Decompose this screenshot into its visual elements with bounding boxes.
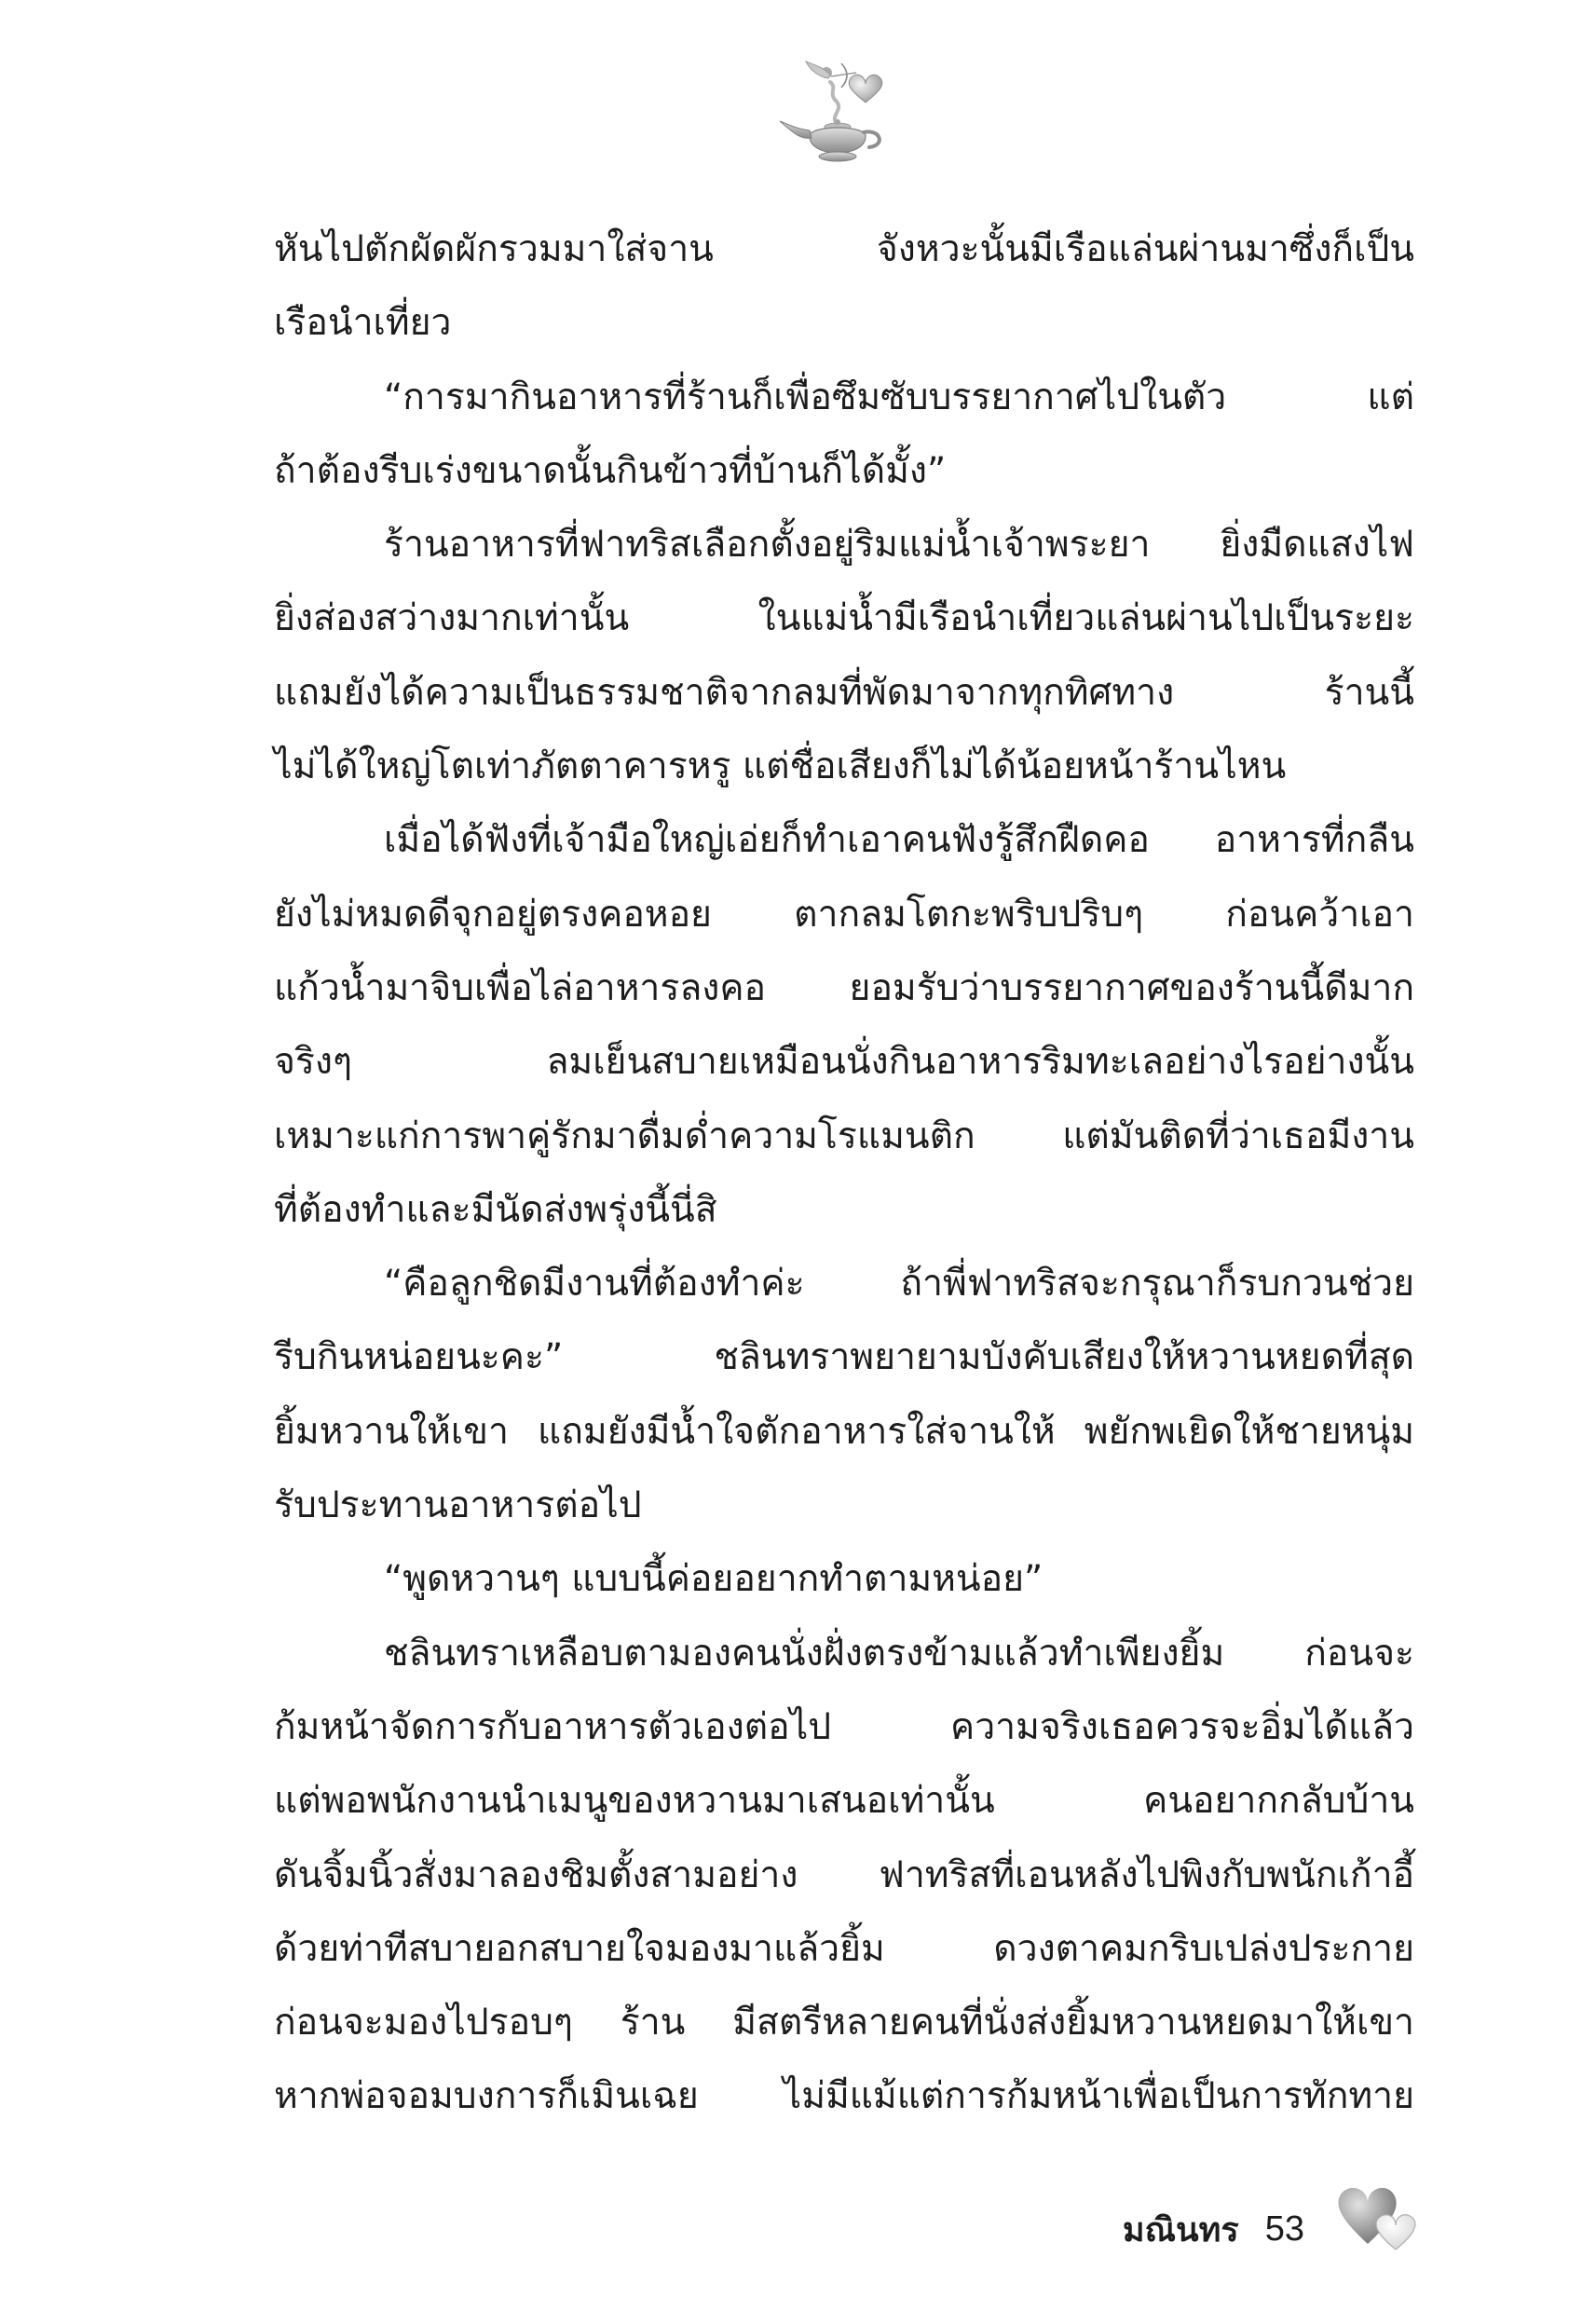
paragraph (274, 508, 1414, 803)
text-line: หากพ่อจอมบงการก็เมินเฉย ไม่มีแม้แต่การก้มหน้าเพื่อเป็นการทักทาย (274, 2075, 1414, 2118)
paragraph (274, 361, 1414, 509)
page-number: 53 (1264, 2208, 1304, 2249)
text-line: รับประทานอาหารต่อไป (274, 1484, 642, 1527)
text-line: “การมากินอาหารที่ร้านก็เพื่อซึมซับบรรยากาศไปในตัว แต่ (384, 376, 1414, 418)
text-line: ที่ต้องทำและมีนัดส่งพรุ่งนี้นี่สิ (274, 1188, 717, 1231)
paragraph (274, 1542, 1414, 1616)
text-line: รีบกินหน่อยนะคะ” ชลินทราพยายามบังคับเสียงให้หวานหยดที่สุด (274, 1336, 1414, 1379)
text-line: แก้วน้ำมาจิบเพื่อไล่อาหารลงคอ ยอมรับว่าบรรยากาศของร้านนี้ดีมาก (274, 966, 1414, 1009)
genie-lamp-cupid-icon (772, 56, 903, 164)
text-line: หันไปตักผัดผักรวมมาใส่จาน จังหวะนั้นมีเรือแล่นผ่านมาซึ่งก็เป็น (274, 228, 1414, 270)
text-line: เรือนำเที่ยว (274, 302, 452, 345)
text-line: จริงๆ ลมเย็นสบายเหมือนนั่งกินอาหารริมทะเลอย่างไรอย่างนั้น (274, 1041, 1414, 1084)
paragraph (274, 803, 1414, 1247)
text-line: แต่พอพนักงานนำเมนูของหวานมาเสนอเท่านั้น คนอยากกลับบ้าน (274, 1780, 1414, 1823)
paragraph (274, 212, 1414, 361)
text-line: ยิ่งส่องสว่างมากเท่านั้น ในแม่น้ำมีเรือนำเที่ยวแล่นผ่านไปเป็นระยะ (274, 597, 1414, 640)
text-line: ยิ้มหวานให้เขา แถมยังมีน้ำใจตักอาหารใส่จานให้ พยักพเยิดให้ชายหนุ่ม (274, 1410, 1414, 1453)
paragraph (274, 1617, 1414, 2134)
text-line: ไม่ได้ใหญ่โตเท่าภัตตาคารหรู แต่ชื่อเสียงก็ไม่ได้น้อยหน้าร้านไหน (274, 745, 1287, 788)
text-line: “พูดหวานๆ แบบนี้ค่อยอยากทำตามหน่อย” (384, 1558, 1044, 1601)
text-line: ยังไม่หมดดีจุกอยู่ตรงคอหอย ตากลมโตกะพริบปริบๆ ก่อนคว้าเอา (274, 893, 1414, 936)
text-line: “คือลูกชิดมีงานที่ต้องทำค่ะ ถ้าพี่ฟาทริสจะกรุณาก็รบกวนช่วย (384, 1263, 1414, 1306)
text-line: ชลินทราเหลือบตามองคนนั่งฝั่งตรงข้ามแล้วทำเพียงยิ้ม ก่อนจะ (384, 1632, 1414, 1675)
text-line: ก่อนจะมองไปรอบๆ ร้าน มีสตรีหลายคนที่นั่งส่งยิ้มหวานหยดมาให้เขา (274, 2002, 1414, 2044)
text-line: ถ้าต้องรีบเร่งขนาดนั้นกินข้าวที่บ้านก็ได้มั้ง” (274, 449, 947, 492)
text-line: ก้มหน้าจัดการกับอาหารตัวเองต่อไป ความจริงเธอควรจะอิ่มได้แล้ว (274, 1705, 1414, 1748)
text-line: เมื่อได้ฟังที่เจ้ามือใหญ่เอ่ยก็ทำเอาคนฟังรู้สึกฝืดคอ อาหารที่กลืน (384, 819, 1414, 862)
page-footer (1123, 2201, 1304, 2257)
text-line: แถมยังได้ความเป็นธรรมชาติจากลมที่พัดมาจากทุกทิศทาง ร้านนี้ (274, 671, 1414, 714)
paragraph (274, 1247, 1414, 1542)
text-line: ด้วยท่าทีสบายอกสบายใจมองมาแล้วยิ้ม ดวงตาคมกริบเปล่งประกาย (274, 1927, 1414, 1970)
text-line: เหมาะแก่การพาคู่รักมาดื่มด่ำความโรแมนติก แต่มันติดที่ว่าเธอมีงาน (274, 1114, 1414, 1157)
text-line: ร้านอาหารที่ฟาทริสเลือกตั้งอยู่ริมแม่น้ำเจ้าพระยา ยิ่งมืดแสงไฟ (384, 524, 1414, 567)
author-name: มณินทร (1122, 2210, 1239, 2249)
text-line: ดันจิ้มนิ้วสั่งมาลองชิมตั้งสามอย่าง ฟาทริสที่เอนหลังไปพิงกับพนักเก้าอี้ (274, 1853, 1414, 1896)
body-text (274, 212, 1414, 2134)
hearts-icon (1332, 2177, 1422, 2261)
